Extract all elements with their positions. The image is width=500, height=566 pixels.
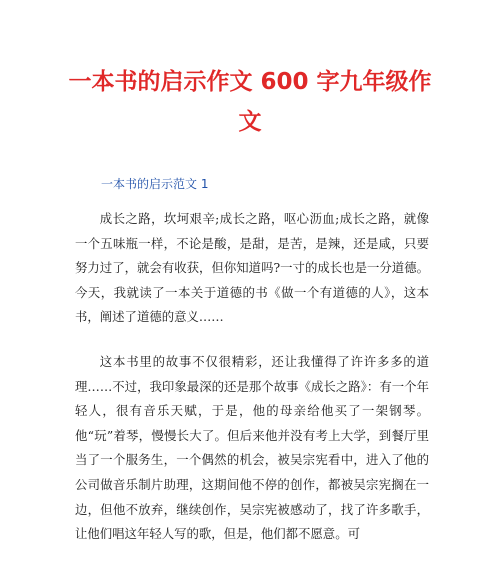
document-title: 一本书的启示作文 600 字九年级作文 (68, 69, 432, 135)
section-heading: 一本书的启示范文 1 (101, 177, 209, 191)
paragraph-2: 这本书里的故事不仅很精彩，还让我懂得了许许多多的道理……不过，我印象最深的还是那个故事《成长之路》：有一个年轻人，很有音乐天赋，于是，他的母亲给他买了一架钢琴。他“玩”着琴，慢慢长大了。但后来他并没有考上大学，到餐厅里当了一个服务生，一个偶然的机会，被吴宗宪看中，进入了他的公司做音乐制片助理，这期间他不停的创作，都被吴宗宪搁在一边，但他不放弃，继续创作，吴宗宪被感动了，找了许多歌手，让他们唱这年轻人写的歌，但是，他们都不愿意。可 (75, 354, 429, 542)
paragraph-1: 成长之路，坎坷艰辛;成长之路，呕心沥血;成长之路，就像一个五味瓶一样，不论是酸，是甜，是苦，是辣，还是咸，只要努力过了，就会有收获，但你知道吗?一寸的成长也是一分道德。今天，我就读了一本关于道德的书《做一个有道德的人》，这本书，阐述了道德的意义…… (75, 211, 429, 325)
